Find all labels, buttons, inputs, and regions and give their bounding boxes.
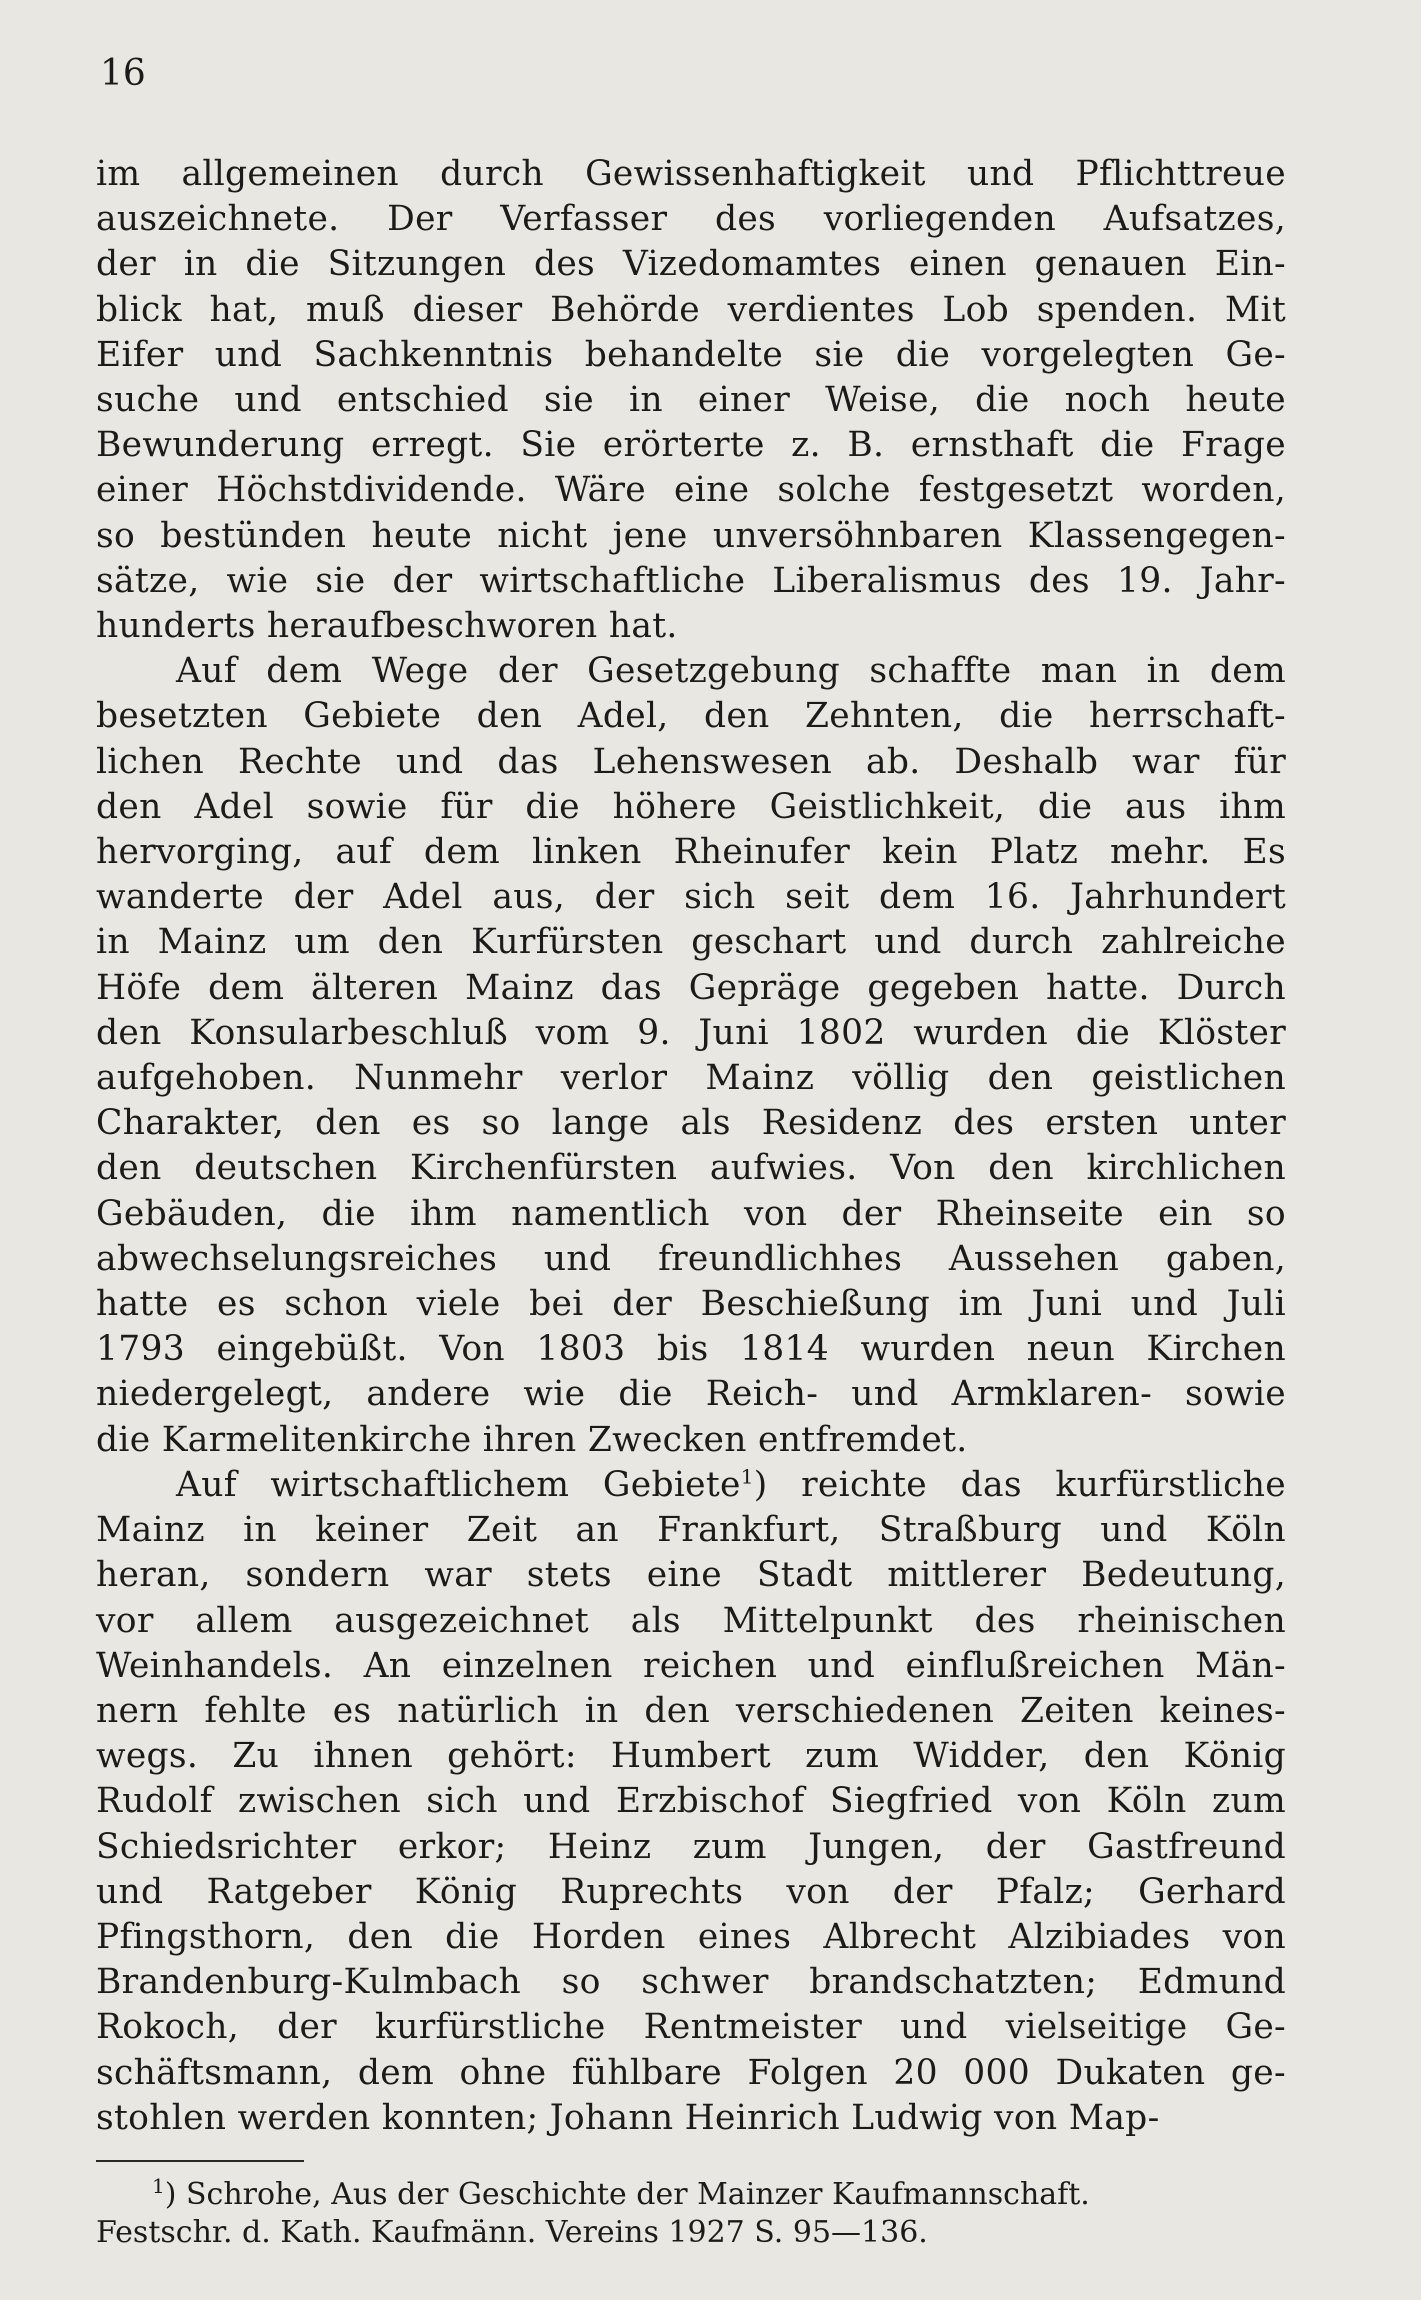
text-line: Auf dem Wege der Gesetzgebung schaffte man in dem [176, 651, 1286, 692]
paragraph [96, 152, 1286, 649]
text-line: suche und entschied sie in einer Weise, die noch heute [96, 380, 1286, 421]
text-line: den Konsularbeschluß vom 9. Juni 1802 wurden die Klöster [96, 1012, 1286, 1053]
text-line: Bewunderung erregt. Sie erörterte z. B. ernsthaft die Frage [96, 425, 1286, 466]
text-line: stohlen werden konnten; Johann Heinrich Ludwig von Map- [96, 2097, 1160, 2138]
text-line: Pfingsthorn, den die Horden eines Albrecht Alzibiades von [96, 1916, 1286, 1957]
paragraph [96, 649, 1286, 1463]
text-line: schäftsmann, dem ohne fühlbare Folgen 20 000 Dukaten ge- [96, 2052, 1286, 2093]
text-line: sätze, wie sie der wirtschaftliche Liberalismus des 19. Jahr- [96, 560, 1286, 601]
text-line: Brandenburg-Kulmbach so schwer brandschatzten; Edmund [96, 1962, 1286, 2003]
text-line: Schiedsrichter erkor; Heinz zum Jungen, der Gastfreund [96, 1826, 1286, 1867]
text-line: die Karmelitenkirche ihren Zwecken entfremdet. [96, 1419, 968, 1460]
footnote-text: ) Schrohe, Aus der Geschichte der Mainzer Kaufmannschaft. [164, 2177, 1090, 2212]
text-line: wanderte der Adel aus, der sich seit dem 16. Jahrhundert [96, 877, 1286, 918]
text-line: der in die Sitzungen des Vizedomamtes einen genauen Ein- [96, 244, 1286, 285]
footnote-marker: 1 [152, 2174, 165, 2198]
footnote-line [96, 2176, 1286, 2214]
text-line: und Ratgeber König Ruprechts von der Pfalz; Gerhard [96, 1871, 1286, 1912]
text-line: blick hat, muß dieser Behörde verdientes Lob spenden. Mit [96, 289, 1286, 330]
footnote-line: Festschr. d. Kath. Kaufmänn. Vereins 1927 S. 95—136. [96, 2215, 928, 2250]
footnotes [96, 2176, 1286, 2252]
text-line: Eifer und Sachkenntnis behandelte sie die vorgelegten Ge- [96, 334, 1286, 375]
text-line: im allgemeinen durch Gewissenhaftigkeit und Pflichttreue [96, 154, 1286, 194]
text-line: Höfe dem älteren Mainz das Gepräge gegeben hatte. Durch [96, 967, 1286, 1008]
text-line: so bestünden heute nicht jene unversöhnbaren Klassengegen- [96, 515, 1286, 556]
text-line: vor allem ausgezeichnet als Mittelpunkt des rheinischen [96, 1600, 1286, 1641]
text-line: niedergelegt, andere wie die Reich- und Armklaren- sowie [96, 1374, 1286, 1415]
text-line: abwechselungsreiches und freundlichhes Aussehen gaben, [96, 1238, 1286, 1279]
text-line: nern fehlte es natürlich in den verschiedenen Zeiten keines- [96, 1690, 1286, 1731]
text-line: den Adel sowie für die höhere Geistlichkeit, die aus ihm [96, 786, 1286, 827]
text-line: einer Höchstdividende. Wäre eine solche festgesetzt worden, [96, 470, 1286, 511]
text-line: wegs. Zu ihnen gehört: Humbert zum Widder, den König [96, 1736, 1286, 1777]
text-line: heran, sondern war stets eine Stadt mittlerer Bedeutung, [96, 1555, 1286, 1596]
text-line: besetzten Gebiete den Adel, den Zehnten, die herrschaft- [96, 696, 1286, 737]
page-number: 16 [100, 53, 146, 94]
text-line: lichen Rechte und das Lehenswesen ab. Deshalb war für [96, 741, 1286, 782]
text-line: hunderts heraufbeschworen hat. [96, 606, 678, 647]
text-line: hatte es schon viele bei der Beschießung im Juni und Juli [96, 1284, 1286, 1325]
text-line: Charakter, den es so lange als Residenz des ersten unter [96, 1103, 1286, 1144]
text-line: Rudolf zwischen sich und Erzbischof Siegfried von Köln zum [96, 1781, 1286, 1822]
text-line: hervorging, auf dem linken Rheinufer kein Platz mehr. Es [96, 832, 1286, 873]
text-line: Rokoch, der kurfürstliche Rentmeister und vielseitige Ge- [96, 2007, 1286, 2048]
body-text [96, 152, 1286, 2141]
text-line: Mainz in keiner Zeit an Frankfurt, Straßburg und Köln [96, 1510, 1286, 1551]
text-line: aufgehoben. Nunmehr verlor Mainz völlig den geistlichen [96, 1058, 1286, 1099]
text-line: Weinhandels. An einzelnen reichen und einflußreichen Män- [96, 1645, 1286, 1686]
text-line: in Mainz um den Kurfürsten geschart und durch zahlreiche [96, 922, 1286, 963]
text-line: auszeichnete. Der Verfasser des vorliegenden Aufsatzes, [96, 199, 1286, 240]
paragraph [96, 1463, 1286, 2141]
text-line: den deutschen Kirchenfürsten aufwies. Von den kirchlichen [96, 1148, 1286, 1189]
text-line: Auf wirtschaftlichem Gebiete$^1$) reichte das kurfürstliche [176, 1464, 1287, 1505]
text-line: 1793 eingebüßt. Von 1803 bis 1814 wurden neun Kirchen [96, 1329, 1286, 1370]
footnote-reference: 1 [740, 1464, 754, 1489]
text-line: Gebäuden, die ihm namentlich von der Rheinseite ein so [96, 1193, 1286, 1234]
footnote-separator [96, 2160, 304, 2162]
